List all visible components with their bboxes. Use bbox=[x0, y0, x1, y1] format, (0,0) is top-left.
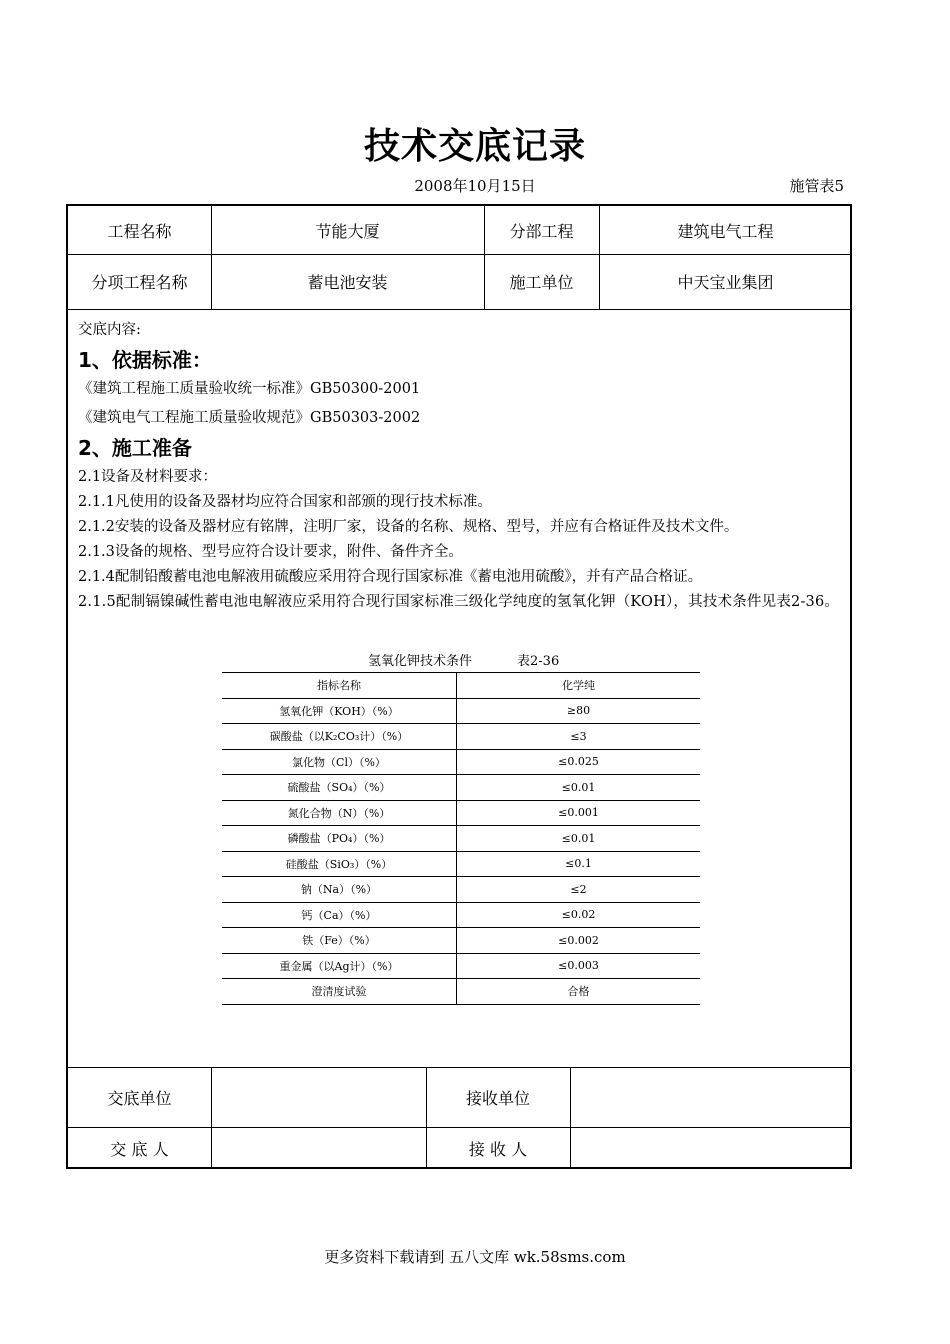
spec-value: ≥80 bbox=[457, 698, 701, 724]
contractor-value: 中天宝业集团 bbox=[677, 273, 774, 292]
divider bbox=[211, 1067, 212, 1169]
contractor-label: 施工单位 bbox=[509, 273, 574, 292]
page-title: 技术交底记录 bbox=[363, 126, 586, 167]
spec-value: ≤0.002 bbox=[457, 928, 701, 954]
table-row bbox=[222, 775, 700, 801]
spec-caption-text: 氢氧化钾技术条件 bbox=[368, 654, 473, 669]
paragraph: 2.1.1凡使用的设备及器材均应符合国家和部颁的现行技术标准。 bbox=[78, 494, 492, 510]
table-row bbox=[222, 800, 700, 826]
section-heading: 2、施工准备 bbox=[78, 436, 192, 460]
division-value: 建筑电气工程 bbox=[677, 221, 774, 241]
spec-name: 氢氧化钾（KOH）（%） bbox=[222, 698, 457, 724]
table-row bbox=[222, 877, 700, 903]
table-row bbox=[222, 851, 700, 877]
spec-name: 钙（Ca）（%） bbox=[222, 902, 457, 928]
record-form bbox=[66, 204, 852, 1169]
issuer-unit-label: 交底单位 bbox=[107, 1088, 172, 1108]
content-intro: 交底内容: bbox=[78, 322, 141, 338]
spec-value: ≤0.001 bbox=[457, 800, 701, 826]
spec-value: ≤0.01 bbox=[457, 826, 701, 852]
spec-name: 硫酸盐（SO₄）（%） bbox=[222, 775, 457, 801]
spec-value: ≤0.01 bbox=[457, 775, 701, 801]
footer-note: 更多资料下载请到 五八文库 wk.58sms.com bbox=[324, 1248, 626, 1266]
paragraph: 2.1设备及材料要求： bbox=[78, 469, 218, 485]
standard-reference: 《建筑工程施工质量验收统一标准》GB50300-2001 bbox=[78, 381, 421, 397]
spec-value: ≤0.1 bbox=[457, 851, 701, 877]
table-row bbox=[222, 979, 700, 1005]
spec-value: ≤0.025 bbox=[457, 749, 701, 775]
table-row bbox=[222, 826, 700, 852]
receiver-label: 接 收 人 bbox=[468, 1139, 528, 1159]
section-heading: 1、依据标准： bbox=[78, 348, 212, 372]
issuer-label: 交 底 人 bbox=[110, 1139, 169, 1159]
disclosure-content bbox=[78, 318, 844, 615]
project-name-value: 节能大厦 bbox=[315, 221, 380, 241]
paragraph: 2.1.4配制铅酸蓄电池电解液用硫酸应采用符合现行国家标准《蓄电池用硫酸》，并有产品合格证。 bbox=[78, 569, 703, 585]
subitem-value: 蓄电池安装 bbox=[307, 273, 388, 292]
table-row bbox=[222, 902, 700, 928]
divider bbox=[68, 309, 850, 310]
spec-value: 合格 bbox=[457, 979, 701, 1005]
subitem-label: 分项工程名称 bbox=[91, 273, 188, 292]
divider bbox=[570, 1067, 571, 1169]
spec-name: 钠（Na）（%） bbox=[222, 877, 457, 903]
table-row bbox=[222, 953, 700, 979]
spec-value: ≤0.003 bbox=[457, 953, 701, 979]
division-label: 分部工程 bbox=[509, 221, 574, 241]
table-row bbox=[222, 749, 700, 775]
spec-table-number: 表2-36 bbox=[517, 654, 560, 669]
spec-table bbox=[222, 672, 700, 1005]
project-name-label: 工程名称 bbox=[107, 221, 172, 241]
spec-name: 铁（Fe）（%） bbox=[222, 928, 457, 954]
spec-name: 重金属（以Ag计）（%） bbox=[222, 953, 457, 979]
form-number: 施管表5 bbox=[789, 177, 844, 195]
spec-table-caption bbox=[368, 650, 559, 669]
spec-name: 硅酸盐（SiO₃）（%） bbox=[222, 851, 457, 877]
spec-value: ≤3 bbox=[457, 724, 701, 750]
table-row bbox=[222, 928, 700, 954]
record-date: 2008年10月15日 bbox=[414, 177, 536, 195]
table-header-row bbox=[222, 673, 700, 699]
table-row bbox=[222, 698, 700, 724]
spec-value: ≤0.02 bbox=[457, 902, 701, 928]
column-header: 化学纯 bbox=[457, 673, 701, 699]
spec-name: 磷酸盐（PO₄）（%） bbox=[222, 826, 457, 852]
spec-name: 氯化物（Cl）（%） bbox=[222, 749, 457, 775]
paragraph: 2.1.5配制镉镍碱性蓄电池电解液应采用符合现行国家标准三级化学纯度的氢氧化钾（KOH），其技术条件见表2-36。 bbox=[78, 594, 840, 610]
table-row bbox=[222, 724, 700, 750]
spec-name: 氮化合物（N）（%） bbox=[222, 800, 457, 826]
paragraph: 2.1.3设备的规格、型号应符合设计要求，附件、备件齐全。 bbox=[78, 544, 463, 560]
spec-value: ≤2 bbox=[457, 877, 701, 903]
standard-reference: 《建筑电气工程施工质量验收规范》GB50303-2002 bbox=[78, 410, 421, 426]
spec-name: 碳酸盐（以K₂CO₃计）（%） bbox=[222, 724, 457, 750]
column-header: 指标名称 bbox=[222, 673, 457, 699]
paragraph: 2.1.2安装的设备及器材应有铭牌，注明厂家，设备的名称、规格、型号，并应有合格证件及技术文件。 bbox=[78, 519, 739, 535]
spec-name: 澄清度试验 bbox=[222, 979, 457, 1005]
receiver-unit-label: 接收单位 bbox=[465, 1088, 530, 1108]
